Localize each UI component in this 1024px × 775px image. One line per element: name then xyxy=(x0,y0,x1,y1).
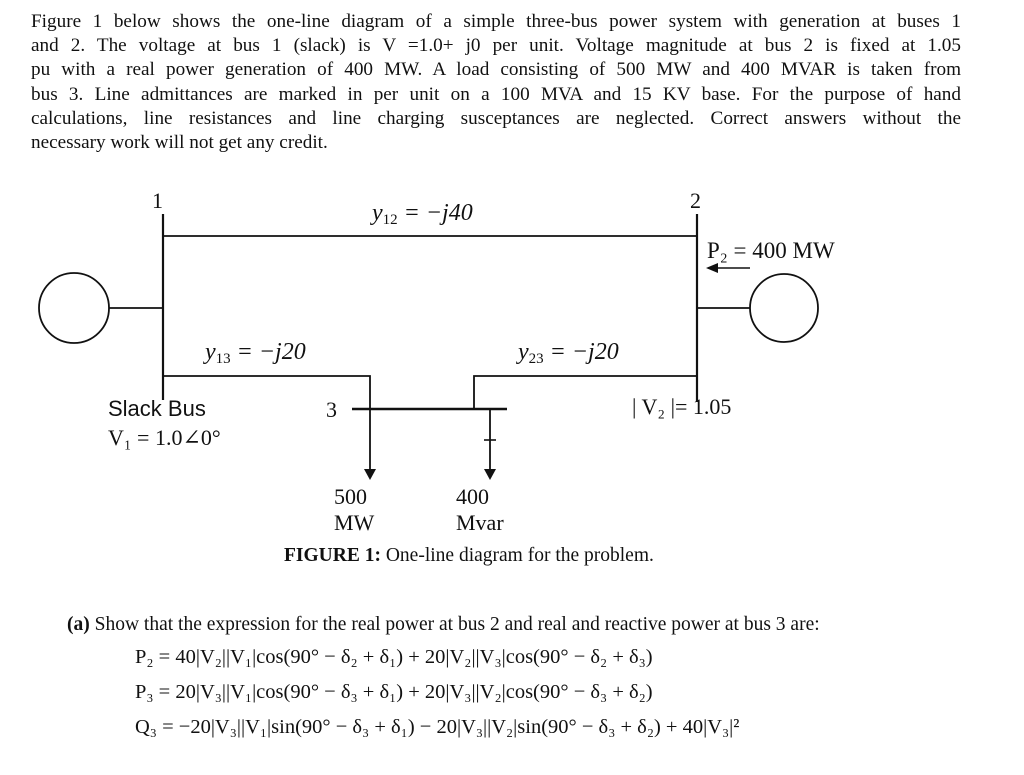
load-q-value: 400 xyxy=(456,484,489,509)
y23-sub: 23 xyxy=(528,351,544,367)
caption-label: FIGURE 1: xyxy=(284,545,381,566)
slack-bus-title: Slack Bus xyxy=(108,396,206,421)
part-a-text: Show that the expression for the real power at bus 2 and real and reactive power at bus 3 are: xyxy=(89,614,820,635)
load-p-value: 500 xyxy=(334,484,367,509)
part-a-label: (a) xyxy=(67,614,90,635)
equation-p3: P₃ = 20|V₃||V₁|cos(90° − δ₃ + δ₁) + 20|V₃||V₂|cos(90° − δ₃ + δ₂) xyxy=(135,681,653,703)
statement-line-1: Figure 1 below shows the one-line diagram of a simple three-bus power system with generation at buses 1 xyxy=(31,11,961,32)
equation-p2: P₂ = 40|V₂||V₁|cos(90° − δ₂ + δ₁) + 20|V₂||V₃|cos(90° − δ₂ + δ₃) xyxy=(135,646,653,668)
one-line-diagram xyxy=(0,180,1024,550)
bus-2-label: 2 xyxy=(690,188,701,213)
bus-3-label: 3 xyxy=(326,397,337,422)
equation-q3: Q₃ = −20|V₃||V₁|sin(90° − δ₃ + δ₁) − 20|V₃||V₂|sin(90° − δ₃ + δ₂) + 40|V₃|² xyxy=(135,716,740,738)
y12-label xyxy=(372,200,473,229)
p2-arrowhead-icon xyxy=(706,263,718,273)
y12-sub: 12 xyxy=(382,212,398,228)
figure-caption xyxy=(284,545,654,567)
y23-symbol: y xyxy=(518,339,529,365)
generator-1-icon xyxy=(39,273,109,343)
slack-bus-value: V₁ = 1.0∠0° xyxy=(108,425,221,450)
y13-label xyxy=(205,339,306,368)
problem-statement xyxy=(31,10,961,155)
bus-1-label: 1 xyxy=(152,188,163,213)
y12-value: = −j40 xyxy=(403,200,473,226)
y23-label xyxy=(518,339,619,368)
part-a-prompt xyxy=(67,614,820,636)
statement-line-2: and 2. The voltage at bus 1 (slack) is V =1.0+ j0 per unit. Voltage magnitude at bus 2 is fixed at 1.05 xyxy=(31,35,961,57)
statement-line-5: calculations, line resistances and line charging susceptances are neglected. Correct answers without the xyxy=(31,107,961,129)
y13-value: = −j20 xyxy=(236,339,306,365)
caption-text: One-line diagram for the problem. xyxy=(380,545,654,566)
load-p-unit: MW xyxy=(334,510,375,535)
statement-line-3: pu with a real power generation of 400 MW. A load consisting of 500 MW and 400 MVAR is taken from xyxy=(31,59,961,81)
v2-magnitude-label: | V₂ |= 1.05 xyxy=(632,394,732,419)
load-q-unit: Mvar xyxy=(456,510,504,535)
load-q-arrowhead-icon xyxy=(484,469,496,480)
generator-2-icon xyxy=(750,274,818,342)
y13-symbol: y xyxy=(205,339,216,365)
y12-symbol: y xyxy=(372,200,383,226)
p2-label: P₂ = 400 MW xyxy=(707,238,835,263)
y13-sub: 13 xyxy=(215,351,231,367)
y23-value: = −j20 xyxy=(549,339,619,365)
load-p-arrowhead-icon xyxy=(364,469,376,480)
statement-line-4: bus 3. Line admittances are marked in per unit on a 100 MVA and 15 KV base. For the purpose of hand xyxy=(31,83,961,105)
statement-line-6: necessary work will not get any credit. xyxy=(31,132,328,154)
